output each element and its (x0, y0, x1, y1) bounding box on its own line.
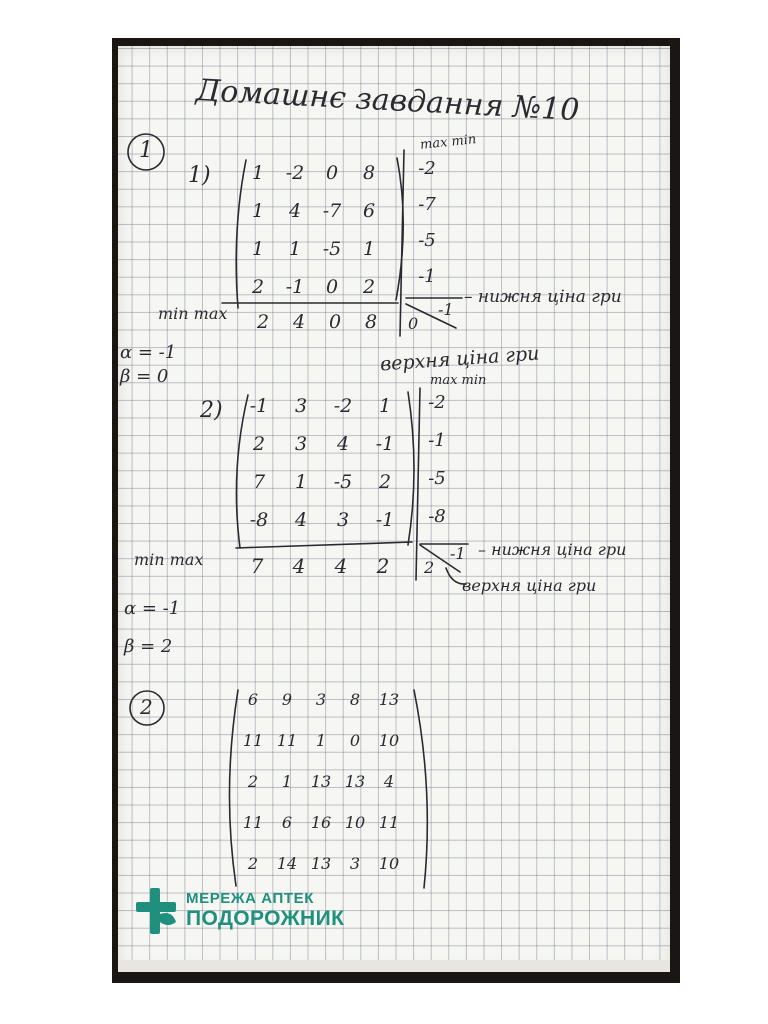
part2-maxmin-label: max min (430, 373, 487, 388)
task2-matrix-cell: 0 (349, 731, 361, 750)
part1-matrix-cell: 0 (325, 162, 339, 184)
part2-col-max: 4 (292, 554, 306, 578)
part2-upper-note: верхня ціна гри (462, 576, 597, 595)
task2-matrix-cell: 10 (378, 854, 400, 873)
part1-matrix-cell: 1 (362, 238, 376, 260)
part2-row-min: -8 (428, 506, 446, 527)
part1-matrix-cell: 4 (288, 200, 302, 222)
part2-row-min: -5 (428, 468, 446, 489)
sheet-bottom-edge (118, 960, 670, 972)
part2-matrix-cell: 3 (294, 433, 308, 455)
part2-matrix-cell: 4 (336, 433, 350, 455)
part2-alpha: α = -1 (124, 598, 181, 619)
part1-matrix-cell: 1 (288, 238, 302, 260)
task2-matrix-cell: 3 (349, 854, 361, 873)
part2-matrix-cell: 3 (336, 509, 350, 531)
part2-col-max: 7 (250, 554, 264, 578)
page-title: Домашнє завдання №10 (195, 73, 581, 129)
task2-matrix-cell: 10 (378, 731, 400, 750)
task2-matrix-cell: 3 (315, 690, 327, 709)
part1-col-max: 0 (328, 311, 342, 333)
part2-minmax-label: min max (134, 550, 204, 569)
task2-matrix-cell: 13 (344, 772, 366, 791)
part2-matrix-cell: 4 (294, 509, 308, 531)
task2-matrix-cell: 1 (281, 772, 293, 791)
part1-matrix-cell: -1 (285, 276, 305, 298)
part1-matrix-cell: 2 (362, 276, 376, 298)
part2-row-min: -1 (428, 430, 446, 451)
part1-matrix-cell: 1 (251, 162, 265, 184)
task2-matrix-cell: 1 (315, 731, 327, 750)
part2-matrix-cell: -1 (375, 509, 395, 531)
task2-matrix-cell: 11 (242, 813, 264, 832)
part1-col-max: 8 (364, 311, 378, 333)
part2-matrix-cell: 2 (378, 471, 392, 493)
part2-matrix-cell: 1 (378, 395, 392, 417)
part2-col-max: 4 (334, 554, 348, 578)
part1-lower-note: – нижня ціна гри (464, 287, 622, 307)
task2-matrix-cell: 4 (383, 772, 395, 791)
part1-matrix-cell: 0 (325, 276, 339, 298)
part1-upper-value: 0 (408, 314, 419, 333)
task2-matrix-cell: 14 (276, 854, 298, 873)
part2-label: 2) (200, 398, 223, 423)
part1-beta: β = 0 (120, 366, 169, 387)
logo-line2: ПОДОРОЖНИК (186, 907, 345, 930)
part1-row-min: -2 (418, 158, 436, 179)
task2-matrix-cell: 2 (247, 854, 259, 873)
part1-lower-value: -1 (438, 300, 454, 319)
part2-upper-value: 2 (424, 558, 435, 577)
part2-matrix-cell: 1 (294, 471, 308, 493)
part2-lower-note: – нижня ціна гри (478, 540, 627, 559)
part2-matrix-cell: -1 (249, 395, 269, 417)
part1-row-min: -7 (418, 194, 436, 215)
part1-matrix-cell: 8 (362, 162, 376, 184)
task2-matrix-cell: 8 (349, 690, 361, 709)
part1-row-min: -5 (418, 230, 436, 251)
part1-upper-note: верхня ціна гри (379, 342, 541, 376)
part1-matrix-cell: -5 (322, 238, 342, 260)
task2-matrix-cell: 10 (344, 813, 366, 832)
part2-matrix-cell: -1 (375, 433, 395, 455)
part2-matrix-cell: -2 (333, 395, 353, 417)
part2-matrix-cell: 2 (252, 433, 266, 455)
part1-matrix-cell: 2 (251, 276, 265, 298)
part1-matrix-cell: 6 (362, 200, 376, 222)
part2-matrix-cell: 3 (294, 395, 308, 417)
part2-matrix-cell: -5 (333, 471, 353, 493)
part1-matrix-cell: -7 (322, 200, 342, 222)
part1-minmax-label: min max (158, 304, 228, 323)
task2-matrix-cell: 11 (242, 731, 264, 750)
part1-row-min: -1 (418, 266, 436, 287)
part1-matrix-cell: 1 (251, 200, 265, 222)
part1-label: 1) (188, 163, 211, 188)
task2-matrix-cell: 13 (310, 772, 332, 791)
part2-beta: β = 2 (124, 636, 173, 657)
task2-matrix-cell: 6 (247, 690, 259, 709)
part1-alpha: α = -1 (120, 342, 177, 363)
part1-col-max: 2 (256, 311, 270, 333)
logo-line1: МЕРЕЖА АПТЕК (186, 890, 315, 907)
part2-col-max: 2 (376, 554, 390, 578)
part1-matrix-cell: -2 (285, 162, 305, 184)
part2-matrix-cell: -8 (249, 509, 269, 531)
part1-col-max: 4 (292, 311, 306, 333)
task2-matrix-cell: 6 (281, 813, 293, 832)
task1-marker: 1 (139, 138, 153, 163)
task2-matrix-cell: 13 (310, 854, 332, 873)
task2-marker: 2 (140, 695, 153, 719)
part1-maxmin-label: max min (419, 132, 478, 153)
task2-matrix-cell: 11 (276, 731, 298, 750)
part2-row-min: -2 (428, 392, 446, 413)
part2-matrix-cell: 7 (252, 471, 266, 493)
task2-matrix-cell: 16 (310, 813, 332, 832)
task2-matrix-cell: 11 (378, 813, 400, 832)
part1-matrix-cell: 1 (251, 238, 265, 260)
task2-matrix-cell: 2 (247, 772, 259, 791)
task2-matrix-cell: 9 (281, 690, 293, 709)
task2-matrix-cell: 13 (378, 690, 400, 709)
part2-lower-value: -1 (450, 544, 466, 563)
